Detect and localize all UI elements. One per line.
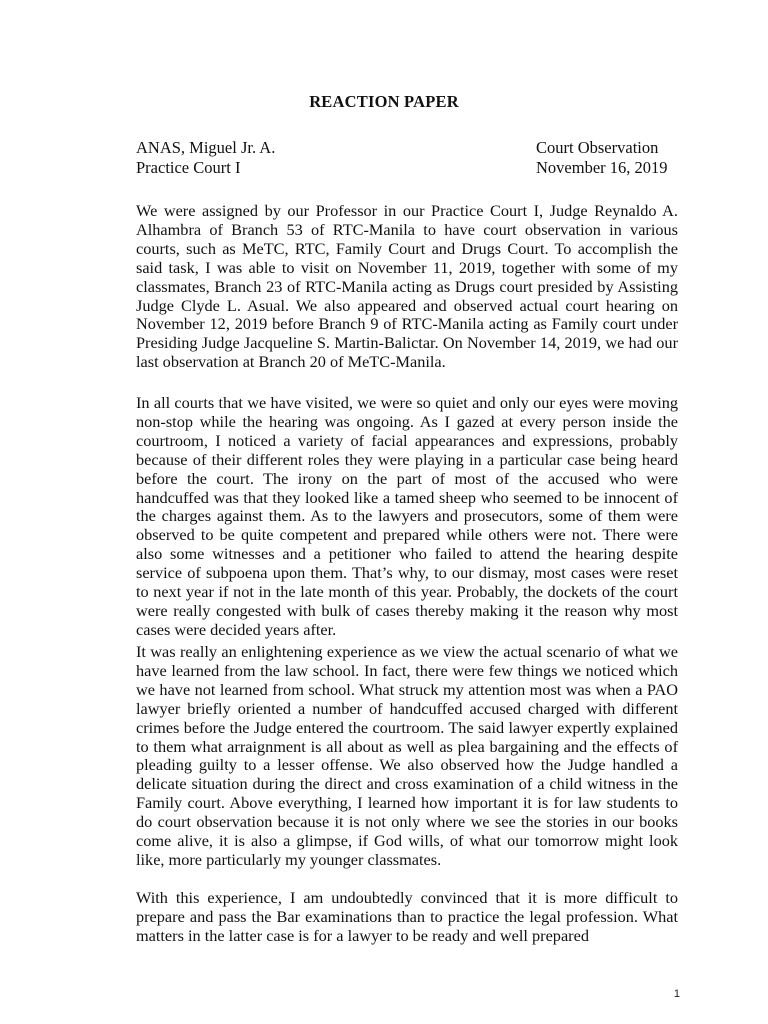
page-number: 1 — [673, 988, 680, 1000]
course-name: Practice Court I — [136, 158, 241, 177]
author-name: ANAS, Miguel Jr. A. — [136, 138, 276, 157]
paragraph-2: In all courts that we have visited, we were so quiet and only our eyes were moving non-stop while the hearing was ongoing. As I gazed at every person inside the courtroom, I noticed a variety of facial appearances and expressions, probably because of their different roles they were playing in a particular case being heard before the court. The irony on the part of most of the accused who were handcuffed was that they looked like a tamed sheep who seemed to be innocent of the charges against them. As to the lawyers and prosecutors, some of them were observed to be quite competent and prepared while others were not. There were also some witnesses and a petitioner who failed to attend the hearing despite service of subpoena upon them. That’s why, to our dismay, most cases were reset to next year if not in the late month of this year. Probably, the dockets of the court were really congested with bulk of cases thereby making it the reason why most cases were decided years after. — [136, 393, 678, 639]
paragraph-4: With this experience, I am undoubtedly convinced that it is more difficult to prepare and pass the Bar examinations than to practice the legal profession. What matters in the latter case is for a lawyer to be ready and well prepared — [136, 888, 678, 945]
paragraph-3: It was really an enlightening experience as we view the actual scenario of what we have learned from the law school. In fact, there were few things we noticed which we have not learned from school. What struck my attention most was when a PAO lawyer briefly oriented a number of handcuffed accused charged with different crimes before the Judge entered the courtroom. The said lawyer expertly explained to them what arraignment is all about as well as plea bargaining and the effects of pleading guilty to a lesser offense. We also observed how the Judge handled a delicate situation during the direct and cross examination of a child witness in the Family court. Above everything, I learned how important it is for law students to do court observation because it is not only where we see the stories in our books come alive, it is also a glimpse, if God wills, of what our tomorrow might look like, more particularly my younger classmates. — [136, 642, 678, 869]
paragraph-1: We were assigned by our Professor in our Practice Court I, Judge Reynaldo A. Alhambra of Branch 53 of RTC-Manila to have court observation in various courts, such as MeTC, RTC, Family Court and Drugs Court. To accomplish the said task, I was able to visit on November 11, 2019, together with some of my classmates, Branch 23 of RTC-Manila acting as Drugs court presided by Assisting Judge Clyde L. Asual. We also appeared and observed actual court hearing on November 12, 2019 before Branch 9 of RTC-Manila acting as Family court under Presiding Judge Jacqueline S. Martin-Balictar. On November 14, 2019, we had our last observation at Branch 20 of MeTC-Manila. — [136, 201, 678, 372]
activity-label: Court Observation — [536, 138, 659, 157]
document-date: November 16, 2019 — [536, 158, 668, 177]
document-title: REACTION PAPER — [309, 92, 459, 111]
